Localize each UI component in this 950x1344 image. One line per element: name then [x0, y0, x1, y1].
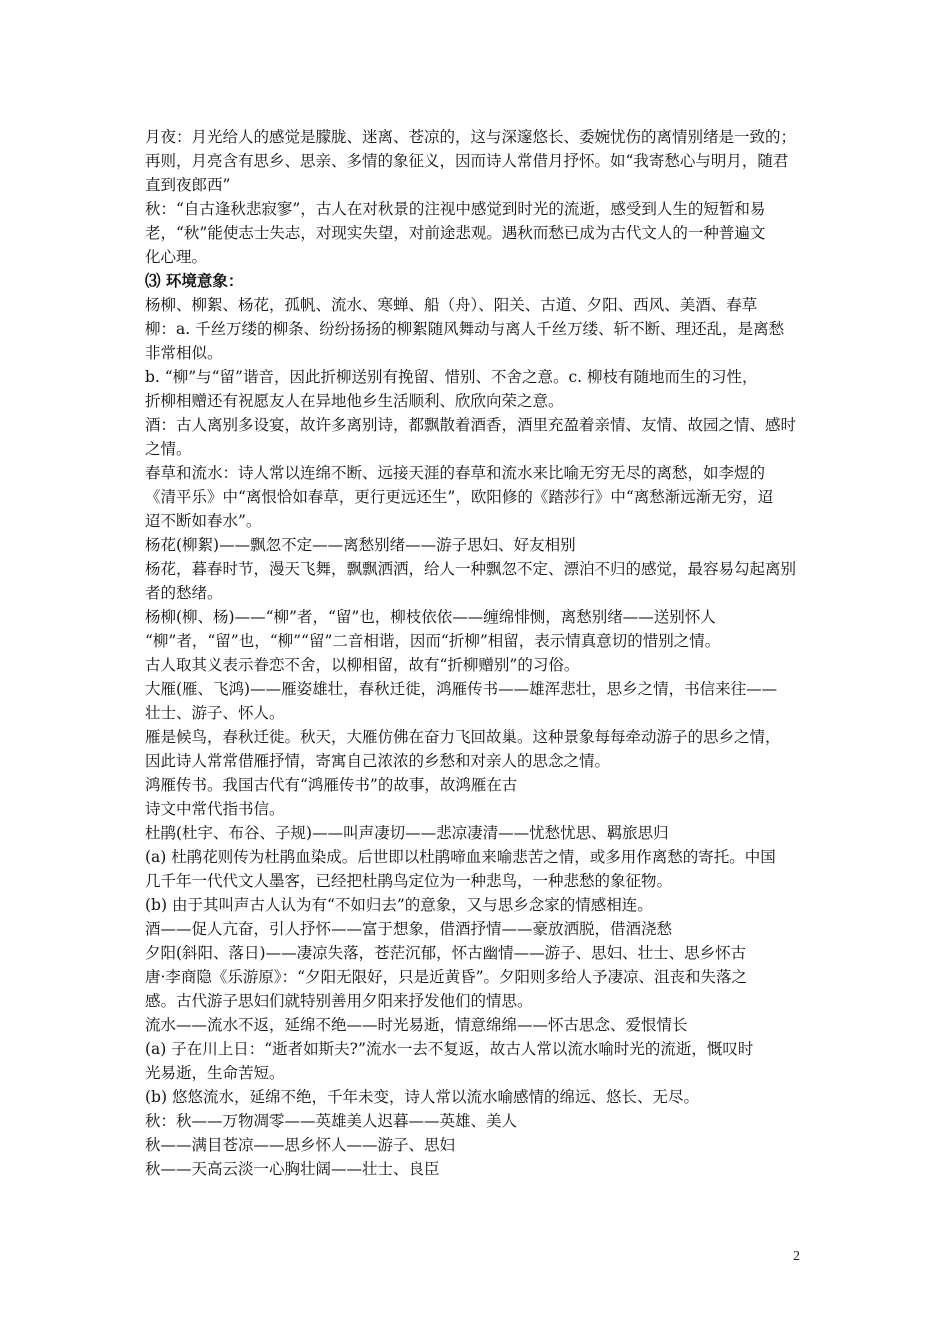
- text-line: 壮士、游子、怀人。: [145, 704, 285, 722]
- text-line: 流水——流水不返，延绵不绝——时光易逝，情意绵绵——怀古思念、爱恨情长: [145, 1016, 688, 1034]
- text-line: 夕阳(斜阳、落日)——凄凉失落，苍茫沉郁，怀古幽情——游子、思妇、壮士、思乡怀古: [145, 944, 747, 962]
- text-line: 老，“秋”能使志士失志，对现实失望，对前途悲观。遇秋而愁已成为古代文人的一种普遍文: [145, 224, 766, 242]
- text-line: 唐·李商隐《乐游原》：“夕阳无限好，只是近黄昏”。夕阳则多给人予凄凉、沮丧和失落之: [145, 968, 748, 986]
- text-line: 大雁(雁、飞鸿)——雁姿雄壮，春秋迁徙，鸿雁传书——雄浑悲壮，思乡之情，书信来往——: [145, 680, 778, 698]
- text-line: 秋——天高云淡一心胸壮阔——壮士、良臣: [145, 1160, 440, 1178]
- text-line: 鸿雁传书。我国古代有“鸿雁传书”的故事，故鸿雁在古: [145, 776, 518, 794]
- text-line: 古人取其义表示眷恋不舍，以柳相留，故有“折柳赠别”的习俗。: [145, 656, 580, 674]
- text-line: 因此诗人常常借雁抒情，寄寓自己浓浓的乡愁和对亲人的思念之情。: [145, 752, 611, 770]
- text-line: “柳”者，“留”也，“柳”“留”二音相谐，因而“折柳”相留，表示情真意切的惜别之情。: [145, 632, 721, 650]
- text-line: 秋：秋——万物凋零——英雄美人迟暮——英雄、美人: [145, 1112, 518, 1130]
- text-line: b. “柳”与“留”谐音，因此折柳送别有挽留、惜别、不舍之意。c. 柳枝有随地而生的习性，: [145, 368, 758, 386]
- text-line: 酒——促人亢奋，引人抒怀——富于想象，借酒抒情——豪放洒脱，借酒浇愁: [145, 920, 673, 938]
- text-line: 秋——满目苍凉——思乡怀人——游子、思妇: [145, 1136, 456, 1154]
- text-line: 春草和流水：诗人常以连绵不断、远接天涯的春草和流水来比喻无穷无尽的离愁，如李煜的: [145, 464, 766, 482]
- text-line: (b) 悠悠流水，延绵不绝，千年未变，诗人常以流水喻感情的绵远、悠长、无尽。: [145, 1088, 699, 1106]
- text-line: 者的愁绪。: [145, 584, 223, 602]
- text-line: (a) 杜鹃花则传为杜鹃血染成。后世即以杜鹃啼血来喻悲苦之情，或多用作离愁的寄托。中国: [145, 848, 776, 866]
- text-line: 感。古代游子思妇们就特别善用夕阳来抒发他们的情思。: [145, 992, 533, 1010]
- text-line: 杨柳(柳、杨)——“柳”者，“留”也，柳枝依依——缠绵悱恻，离愁别绪——送别怀人: [145, 608, 716, 626]
- text-line: 折柳相赠还有祝愿友人在异地他乡生活顺利、欣欣向荣之意。: [145, 392, 564, 410]
- text-line: 酒：古人离别多设宴，故许多离别诗，都飘散着酒香，酒里充盈着亲情、友情、故园之情、感时: [145, 416, 797, 434]
- text-line: 秋：“自古逢秋悲寂寥”，古人在对秋景的注视中感觉到时光的流逝，感受到人生的短暂和易: [145, 200, 766, 218]
- text-line: 杨柳、柳絮、杨花，孤帆、流水、寒蝉、船（舟）、阳关、古道、夕阳、西风、美酒、春草: [145, 296, 758, 314]
- document-body: [145, 125, 813, 1181]
- text-line: 诗文中常代指书信。: [145, 800, 285, 818]
- text-line: 月夜：月光给人的感觉是朦胧、迷离、苍凉的，这与深邃悠长、委婉忧伤的离情别绪是一致的；: [145, 128, 797, 146]
- page-number: 2: [793, 1249, 800, 1264]
- text-line: 几千年一代代文人墨客，已经把杜鹃鸟定位为一种悲鸟，一种悲愁的象征物。: [145, 872, 673, 890]
- text-line: (a) 子在川上日：“逝者如斯夫?”流水一去不复返，故古人常以流水喻时光的流逝，慨叹时: [145, 1040, 754, 1058]
- text-line: 柳：a. 千丝万缕的柳条、纷纷扬扬的柳絮随风舞动与离人千丝万缕、斩不断、理还乱，是离愁: [145, 320, 785, 338]
- text-line: (b) 由于其叫声古人认为有“不如归去”的意象，又与思乡念家的情感相连。: [145, 896, 653, 914]
- text-line: 直到夜郎西”: [145, 176, 231, 194]
- text-line: 杨花，暮春时节，漫天飞舞，飘飘洒洒，给人一种飘忽不定、漂泊不归的感觉，最容易勾起离别: [145, 560, 797, 578]
- text-line: 非常相似。: [145, 344, 223, 362]
- text-line: 杨花(柳絮)——飘忽不定——离愁别绪——游子思妇、好友相别: [145, 536, 576, 554]
- text-line: 雁是候鸟，春秋迁徙。秋天，大雁仿佛在奋力飞回故巢。这种景象每每牵动游子的思乡之情，: [145, 728, 781, 746]
- text-line: 化心理。: [145, 248, 208, 266]
- text-line: 杜鹃(杜宇、布谷、子规)——叫声凄切——悲凉凄清——忧愁忧思、羁旅思归: [145, 824, 669, 842]
- text-line: 再则，月亮含有思乡、思亲、多情的象征义，因而诗人常借月抒怀。如“我寄愁心与明月，随君: [145, 152, 789, 170]
- section-heading: ⑶ 环境意象：: [145, 271, 244, 290]
- text-line: 迢不断如春水”。: [145, 512, 262, 530]
- text-line: 光易逝，生命苦短。: [145, 1064, 285, 1082]
- text-line: 《清平乐》中“离恨恰如春草，更行更远还生”，欧阳修的《踏莎行》中“离愁渐远渐无穷，迢: [145, 488, 774, 506]
- text-line: 之情。: [145, 440, 192, 458]
